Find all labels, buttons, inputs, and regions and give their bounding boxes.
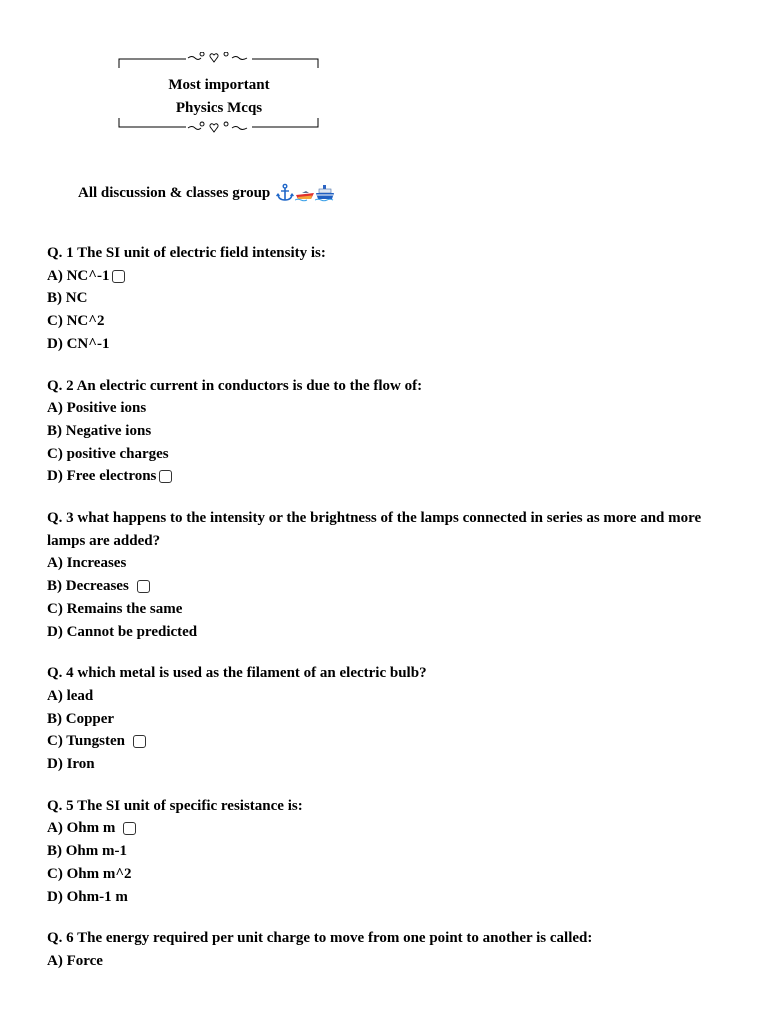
group-line [78, 182, 335, 204]
question-text: Q. 3 what happens to the intensity or the brightness of the lamps connected in series as more and more lamps are added? [47, 510, 702, 549]
title-line-1: Most important [168, 77, 270, 93]
question-2 [47, 375, 727, 489]
option-label: D) Iron [47, 756, 95, 773]
option-label: B) Ohm m-1 [47, 843, 127, 860]
option-b [47, 287, 727, 310]
option-b [47, 420, 727, 443]
option-d [47, 465, 727, 488]
option-label: B) Copper [47, 710, 115, 727]
option-a [47, 685, 727, 708]
question-text: Q. 4 which metal is used as the filament of an electric bulb? [47, 665, 427, 682]
option-label: A) Positive ions [47, 400, 147, 417]
anchor-icon [275, 183, 295, 203]
option-b [47, 575, 727, 598]
option-d [47, 753, 727, 776]
option-a [47, 950, 727, 973]
option-b [47, 708, 727, 731]
option-label: C) Tungsten [47, 733, 125, 750]
title-line-2: Physics Mcqs [175, 100, 263, 116]
checkbox-icon[interactable] [159, 470, 172, 483]
option-a [47, 265, 727, 288]
question-5 [47, 795, 727, 909]
question-3 [47, 507, 727, 643]
checkbox-icon[interactable] [123, 822, 136, 835]
option-label: C) Ohm m^2 [47, 865, 132, 882]
option-a [47, 397, 727, 420]
option-label: D) Cannot be predicted [47, 623, 198, 640]
option-c [47, 443, 727, 466]
option-label: D) Ohm-1 m [47, 888, 128, 905]
title-frame [118, 52, 320, 134]
option-label: B) Negative ions [47, 422, 152, 439]
option-c [47, 730, 727, 753]
option-c [47, 310, 727, 333]
option-label: A) Ohm m [47, 820, 116, 837]
option-label: A) Increases [47, 555, 127, 572]
option-d [47, 621, 727, 644]
option-label: A) lead [47, 687, 94, 704]
question-text: Q. 6 The energy required per unit charge to move from one point to another is called: [47, 930, 593, 947]
question-text: Q. 2 An electric current in conductors is due to the flow of: [47, 377, 423, 394]
question-1 [47, 242, 727, 356]
option-label: C) positive charges [47, 445, 169, 462]
option-a [47, 817, 727, 840]
question-text: Q. 5 The SI unit of specific resistance is: [47, 797, 303, 814]
checkbox-icon[interactable] [137, 580, 150, 593]
checkbox-icon[interactable] [112, 270, 125, 283]
checkbox-icon[interactable] [133, 735, 146, 748]
option-label: B) NC [47, 290, 88, 307]
option-c [47, 598, 727, 621]
option-label: A) NC^-1 [47, 267, 110, 284]
ship-icon [315, 183, 335, 203]
option-label: A) Force [47, 952, 103, 969]
question-4 [47, 662, 727, 776]
option-label: C) NC^2 [47, 313, 105, 330]
option-label: D) Free electrons [47, 468, 157, 485]
option-label: B) Decreases [47, 578, 129, 595]
option-label: C) Remains the same [47, 600, 183, 617]
group-line-text: All discussion & classes group [78, 185, 271, 201]
page-title [118, 74, 320, 120]
speedboat-icon [295, 183, 315, 203]
question-text: Q. 1 The SI unit of electric field intensity is: [47, 245, 326, 261]
question-6 [47, 927, 727, 972]
option-c [47, 863, 727, 886]
option-d [47, 333, 727, 356]
questions-list [47, 242, 727, 992]
option-label: D) CN^-1 [47, 335, 110, 352]
option-d [47, 886, 727, 909]
option-b [47, 840, 727, 863]
emoji-row [275, 183, 335, 203]
option-a [47, 552, 727, 575]
